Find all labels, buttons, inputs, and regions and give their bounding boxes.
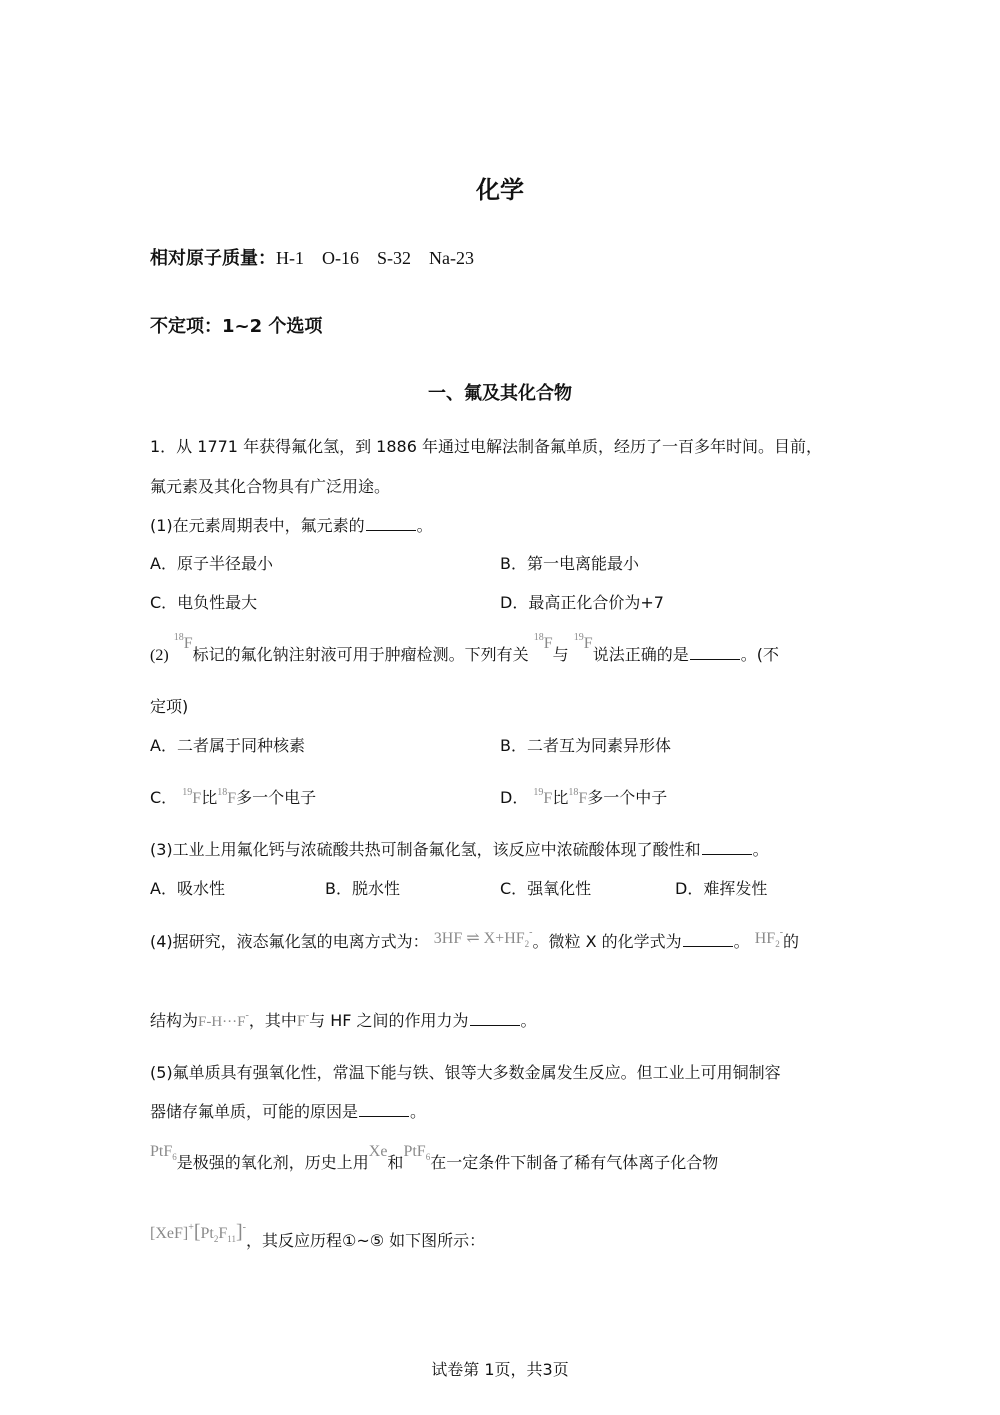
part-2-line2: 定项) bbox=[150, 697, 189, 716]
answer-blank[interactable] bbox=[702, 853, 752, 855]
option-c[interactable]: C．强氧化性 bbox=[500, 879, 592, 898]
part-2-text-c: 说法正确的是 bbox=[592, 645, 689, 664]
fluoride-ion: F- bbox=[296, 1010, 310, 1030]
option-d[interactable]: D．最高正化合价为+7 bbox=[500, 593, 664, 612]
part-5-line1: (5)氟单质具有强氧化性，常温下能与铁、银等大多数金属发生反应。但工业上可用铜制容 bbox=[150, 1063, 781, 1082]
isotope-f18-b: $^{18}$F bbox=[533, 632, 553, 652]
atomic-mass-label: 相对原子质量： bbox=[150, 248, 276, 269]
option-d[interactable]: D．难挥发性 bbox=[675, 879, 768, 898]
isotope-f18: $^{18}$F bbox=[217, 787, 237, 807]
multi-choice-note: 不定项：1~2 个选项 bbox=[150, 316, 323, 337]
isotope-f19: $^{19}$F bbox=[573, 632, 593, 652]
answer-blank[interactable] bbox=[359, 1115, 409, 1117]
option-a[interactable]: A．二者属于同种核素 bbox=[150, 736, 305, 755]
hf2-structure: F-H···F- bbox=[198, 1010, 249, 1030]
xef-pt2f11-formula: $[XeF]^+[Pt_2F_{11}]^-$ bbox=[150, 1221, 246, 1244]
atomic-mass-values: H-1 O-16 S-32 Na-23 bbox=[276, 248, 474, 268]
part-6-line1: PtF$_6$是极强的氧化剂，历史上用Xe和PtF$_6$在一定条件下制备了稀有气体离子化合物 bbox=[150, 1143, 719, 1172]
part-3-stem: (3)工业上用氟化钙与浓硫酸共热可制备氟化氢，该反应中浓硫酸体现了酸性和 。 bbox=[150, 840, 769, 859]
isotope-f19: $^{19}$F bbox=[533, 787, 553, 807]
answer-blank[interactable] bbox=[683, 945, 733, 947]
part-1-stem-text: (1)在元素周期表中，氟元素的 bbox=[150, 516, 365, 535]
part-4-line2: 结构为F-H···F-，其中F-与 HF 之间的作用力为 。 bbox=[150, 1010, 537, 1030]
answer-blank[interactable] bbox=[690, 658, 740, 660]
option-c[interactable]: C．电负性最大 bbox=[150, 593, 258, 612]
answer-blank[interactable] bbox=[366, 529, 416, 531]
isotope-f18: $^{18}$F bbox=[173, 632, 193, 652]
option-c[interactable]: C． $^{19}$F比$^{18}$F多一个电子 bbox=[150, 787, 317, 807]
isotope-f19: $^{19}$F bbox=[182, 787, 202, 807]
option-b[interactable]: B．脱水性 bbox=[325, 879, 400, 898]
part-5-line2: 器储存氟单质，可能的原因是 。 bbox=[150, 1102, 427, 1121]
isotope-f18: $^{18}$F bbox=[568, 787, 588, 807]
option-a[interactable]: A．原子半径最小 bbox=[150, 554, 273, 573]
ionization-equation: 3HF ⇌ $X+HF_2^-$ bbox=[433, 927, 533, 949]
page-title: 化学 bbox=[476, 176, 524, 204]
option-b[interactable]: B．第一电离能最小 bbox=[500, 554, 639, 573]
part-2-number: (2) bbox=[150, 647, 169, 664]
atomic-mass-line bbox=[150, 244, 474, 270]
part-4-stem: (4)据研究，液态氟化氢的电离方式为： 3HF ⇌ $X+HF_2^-$。微粒 X 的化学式为 。 $HF_2^-$的 bbox=[150, 927, 800, 951]
part-2-text-d: 。(不 bbox=[740, 645, 779, 664]
option-d[interactable]: D． $^{19}$F比$^{18}$F多一个中子 bbox=[500, 787, 668, 807]
xe-formula: Xe bbox=[368, 1143, 388, 1160]
question-1-intro-line2: 氟元素及其化合物具有广泛用途。 bbox=[150, 477, 391, 496]
question-1-intro-line1: 1．从 1771 年获得氟化氢，到 1886 年通过电解法制备氟单质，经历了一百多年时间。目前， bbox=[150, 437, 822, 456]
option-a[interactable]: A．吸水性 bbox=[150, 879, 225, 898]
part-2-stem bbox=[150, 632, 779, 665]
part-2-text-a: 标记的氟化钠注射液可用于肿瘤检测。下列有关 bbox=[192, 645, 529, 664]
page-footer: 试卷第 1页，共3页 bbox=[431, 1360, 569, 1379]
part-1-stem bbox=[150, 513, 433, 536]
answer-blank[interactable] bbox=[470, 1024, 520, 1026]
section-title: 一、氟及其化合物 bbox=[428, 383, 572, 404]
part-1-stem-end: 。 bbox=[416, 516, 433, 535]
part-6-line2: $[XeF]^+[Pt_2F_{11}]^-$，其反应历程①~⑤ 如下图所示： bbox=[150, 1221, 486, 1250]
option-b[interactable]: B．二者互为同素异形体 bbox=[500, 736, 671, 755]
hf2-formula: $HF_2^-$ bbox=[754, 927, 784, 949]
ptf6-formula: PtF$_6$ bbox=[150, 1143, 177, 1162]
ptf6-formula: PtF$_6$ bbox=[403, 1143, 431, 1162]
part-2-text-b: 与 bbox=[552, 645, 569, 664]
